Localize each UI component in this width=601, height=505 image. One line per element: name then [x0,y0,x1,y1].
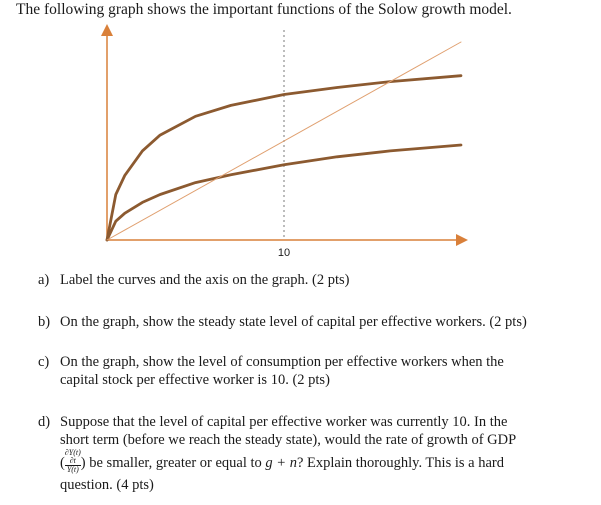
question-d-line1: Suppose that the level of capital per effective worker was currently 10. In the [60,414,508,430]
intro-text: The following graph shows the important functions of the Solow growth model. [16,1,512,18]
question-c-line1: On the graph, show the level of consumption per effective workers when the [60,354,504,370]
g-plus-n: g + n [265,454,297,471]
question-d-label: d) [38,414,51,430]
question-c-label: c) [38,354,50,370]
x-tick-label-10: 10 [277,247,291,259]
fraction-denominator: Y(t) [66,465,79,474]
question-a-label: a) [38,272,50,288]
open-paren: ( [60,454,65,471]
question-c-line2: capital stock per effective worker is 10. (2 pts) [60,372,330,388]
question-d-line3a: ) be smaller, greater or equal to [80,454,266,471]
question-b-text: On the graph, show the steady state level of capital per effective workers. (2 pts) [60,314,527,330]
growth-rate-fraction [65,449,81,474]
question-d-line2: short term (before we reach the steady state), would the rate of growth of GDP [60,432,517,448]
question-d-line3b: ? Explain thoroughly. This is a hard [296,454,504,471]
question-d-line4: question. (4 pts) [60,477,154,493]
question-b-label: b) [38,314,51,330]
question-a-text: Label the curves and the axis on the graph. (2 pts) [60,272,350,288]
fraction-numerator: ∂Y(t) [64,448,81,457]
fraction-numerator-dt: ∂t [65,457,81,466]
